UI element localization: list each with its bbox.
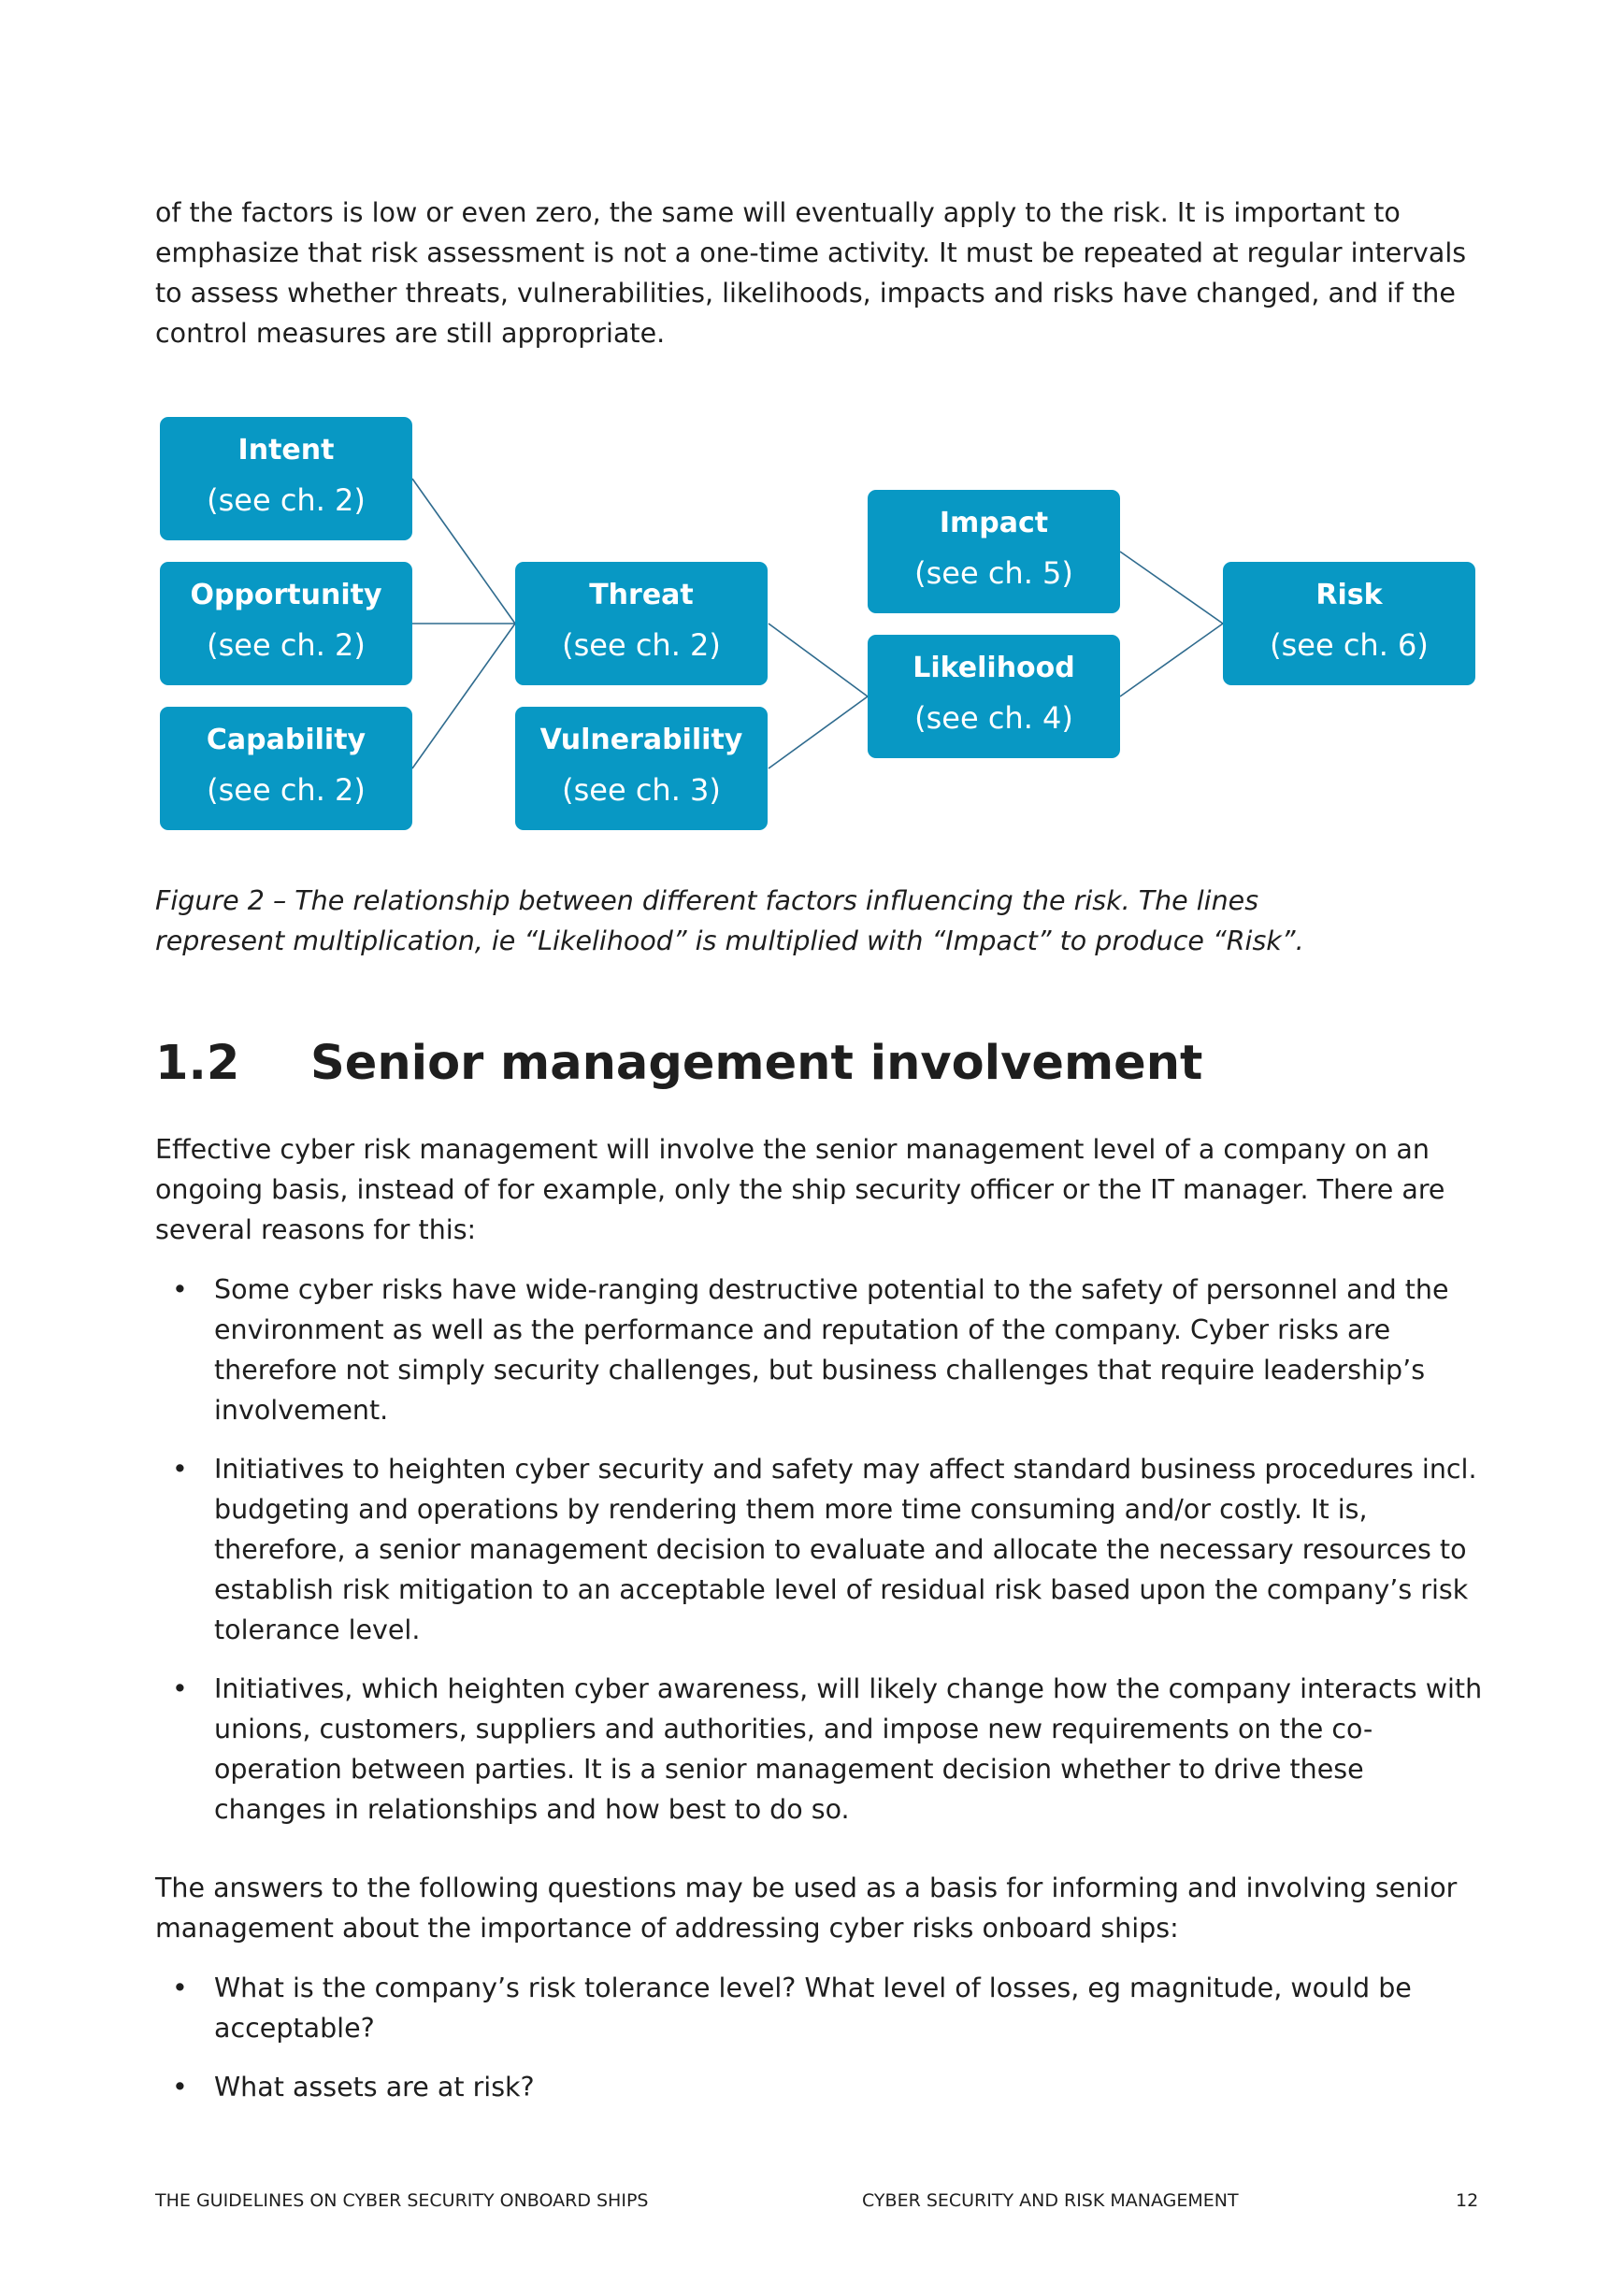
- bullet-icon: •: [172, 1973, 188, 2003]
- section-number: 1.2: [155, 1036, 240, 1091]
- list-item: • What assets are at risk?: [155, 2067, 1483, 2107]
- list-item: • Initiatives to heighten cyber security and safety may affect standard business procedures incl. budgeting and operations by rendering them more time consuming and/or costly. It is, therefore, a senior management decision to evaluate and allocate the necessary resources to establish risk mitigation to an acceptable level of residual risk based upon the company’s risk tolerance level.: [155, 1449, 1483, 1650]
- connector-intent-threat: [412, 479, 515, 624]
- bullet-icon: •: [172, 1673, 188, 1704]
- intent-title: Intent: [237, 434, 335, 466]
- connector-likelihood-risk: [1120, 624, 1223, 696]
- bullet-icon: •: [172, 1454, 188, 1485]
- vulnerability-ref: (see ch. 3): [562, 772, 721, 808]
- risk-ref: (see ch. 6): [1270, 627, 1429, 663]
- likelihood-title: Likelihood: [913, 652, 1075, 684]
- vulnerability-box: [515, 707, 768, 830]
- section-heading: [155, 1036, 1202, 1092]
- figure-caption: Figure 2 – The relationship between different factors influencing the risk. The lines represent multiplication, ie “Likelihood” is multiplied with “Impact” to produce “Risk”.: [155, 885, 1304, 956]
- section-paragraph-1: Effective cyber risk management will involve the senior management level of a company on an ongoing basis, instead of for example, only the ship security officer or the IT manager. There are several reasons for this:: [155, 1134, 1445, 1245]
- impact-title: Impact: [939, 507, 1049, 539]
- connector-capability-threat: [412, 624, 515, 768]
- section-paragraph-2: The answers to the following questions may be used as a basis for informing and involving senior management about the importance of addressing cyber risks onboard ships:: [155, 1873, 1458, 1944]
- footer-center: CYBER SECURITY AND RISK MANAGEMENT: [862, 2190, 1239, 2211]
- list-item: • What is the company’s risk tolerance level? What level of losses, eg magnitude, would be acceptable?: [155, 1968, 1483, 2048]
- connector-threat-likelihood: [769, 624, 868, 696]
- threat-box: [515, 562, 768, 685]
- list-item: • Initiatives, which heighten cyber awareness, will likely change how the company interacts with unions, customers, suppliers and authorities, and impose new requirements on the co-operation between parties. It is a senior management decision whether to drive these changes in relationships and how best to do so.: [155, 1669, 1483, 1830]
- intro-paragraph: of the factors is low or even zero, the same will eventually apply to the risk. It is important to emphasize that risk assessment is not a one-time activity. It must be repeated at regular intervals to assess whether threats, vulnerabilities, likelihoods, impacts and risks have changed, and if the control measures are still appropriate.: [155, 197, 1467, 349]
- list-item: • Some cyber risks have wide-ranging destructive potential to the safety of personnel and the environment as well as the performance and reputation of the company. Cyber risks are therefore not simply security challenges, but business challenges that require leadership’s involvement.: [155, 1270, 1483, 1430]
- likelihood-box: [868, 635, 1120, 758]
- capability-ref: (see ch. 2): [207, 772, 366, 808]
- questions-list: [155, 1968, 1483, 2126]
- section-title: Senior management involvement: [310, 1036, 1203, 1091]
- opportunity-box: [160, 562, 412, 685]
- vulnerability-title: Vulnerability: [539, 724, 743, 756]
- likelihood-ref: (see ch. 4): [914, 700, 1073, 736]
- capability-box: [160, 707, 412, 830]
- impact-box: [868, 490, 1120, 613]
- footer-left: THE GUIDELINES ON CYBER SECURITY ONBOARD SHIPS: [155, 2190, 649, 2211]
- bullet-icon: •: [172, 2072, 188, 2102]
- opportunity-ref: (see ch. 2): [207, 627, 366, 663]
- capability-title: Capability: [206, 724, 366, 756]
- opportunity-title: Opportunity: [190, 579, 382, 611]
- reasons-list: [155, 1270, 1483, 1848]
- connector-vulnerability-likelihood: [769, 696, 868, 768]
- footer-page-number: 12: [1456, 2190, 1479, 2211]
- connector-impact-risk: [1120, 552, 1223, 624]
- threat-ref: (see ch. 2): [562, 627, 721, 663]
- intent-box: [160, 417, 412, 540]
- threat-title: Threat: [589, 579, 694, 611]
- risk-title: Risk: [1315, 579, 1383, 611]
- bullet-icon: •: [172, 1274, 188, 1305]
- risk-box: [1223, 562, 1475, 685]
- intent-ref: (see ch. 2): [207, 482, 366, 518]
- impact-ref: (see ch. 5): [914, 555, 1073, 591]
